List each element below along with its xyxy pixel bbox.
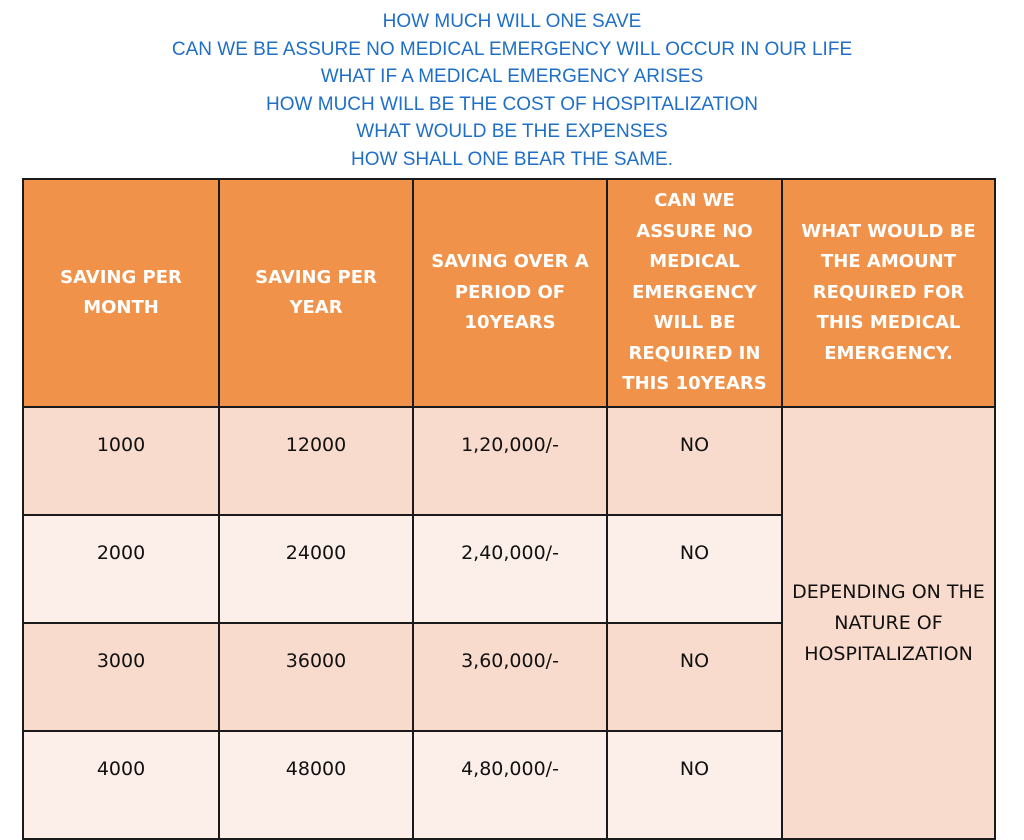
cell-amount-required: DEPENDING ON THE NATURE OF HOSPITALIZATION [782, 407, 995, 839]
cell-saving-10-years: 4,80,000/- [413, 731, 607, 839]
heading-line: WHAT WOULD BE THE EXPENSES [356, 121, 668, 142]
cell-saving-10-years: 2,40,000/- [413, 515, 607, 623]
column-header-saving-10-years: SAVING OVER A PERIOD OF 10YEARS [413, 179, 607, 407]
heading-line: WHAT IF A MEDICAL EMERGENCY ARISES [320, 66, 704, 87]
cell-saving-per-year: 36000 [219, 623, 413, 731]
column-header-saving-per-year: SAVING PER YEAR [219, 179, 413, 407]
cell-assure-no-emergency: NO [607, 407, 782, 515]
heading-line: HOW SHALL ONE BEAR THE SAME. [350, 148, 674, 170]
column-header-assure-no-emergency: CAN WE ASSURE NO MEDICAL EMERGENCY WILL BE REQUIRED IN THIS 10YEARS [607, 179, 782, 407]
cell-saving-10-years: 1,20,000/- [413, 407, 607, 515]
table-row [23, 407, 995, 515]
cell-saving-per-month: 1000 [23, 407, 219, 515]
heading-line: HOW MUCH WILL BE THE COST OF HOSPITALIZATION [266, 93, 758, 115]
column-header-amount-required: WHAT WOULD BE THE AMOUNT REQUIRED FOR THIS MEDICAL EMERGENCY. [782, 179, 995, 407]
cell-saving-per-month: 4000 [23, 731, 219, 839]
heading-line: HOW MUCH WILL ONE SAVE [382, 11, 642, 32]
cell-saving-10-years: 3,60,000/- [413, 623, 607, 731]
cell-saving-per-year: 12000 [219, 407, 413, 515]
slide-heading [0, 8, 1024, 173]
cell-saving-per-year: 24000 [219, 515, 413, 623]
cell-assure-no-emergency: NO [607, 515, 782, 623]
column-header-saving-per-month: SAVING PER MONTH [23, 179, 219, 407]
cell-saving-per-month: 3000 [23, 623, 219, 731]
cell-saving-per-year: 48000 [219, 731, 413, 839]
table-header-row [23, 179, 995, 407]
savings-table [22, 178, 996, 840]
cell-assure-no-emergency: NO [607, 731, 782, 839]
heading-line: CAN WE BE ASSURE NO MEDICAL EMERGENCY WILL OCCUR IN OUR LIFE [171, 38, 853, 60]
cell-saving-per-month: 2000 [23, 515, 219, 623]
cell-assure-no-emergency: NO [607, 623, 782, 731]
